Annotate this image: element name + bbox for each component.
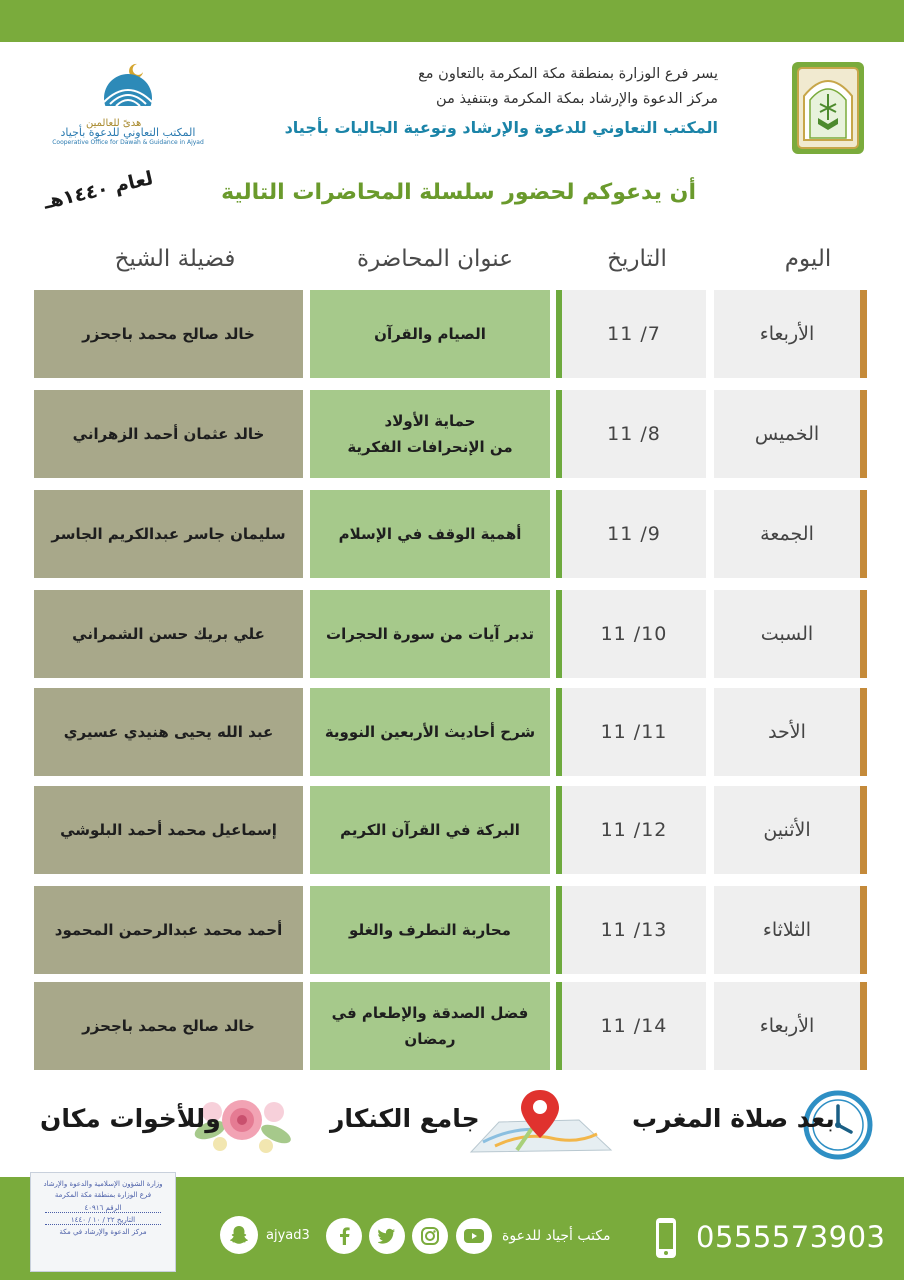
day-accent-bar — [860, 688, 867, 776]
facebook-icon — [338, 1227, 350, 1245]
time-text: بعد صلاة المغرب — [632, 1104, 835, 1133]
stamp-line-1: وزارة الشؤون الإسلامية والدعوة والإرشاد — [43, 1180, 163, 1188]
year-tag: لعام ١٤٤٠هـ — [41, 167, 156, 214]
youtube-button[interactable] — [456, 1218, 492, 1254]
office-logo — [48, 58, 208, 158]
day-cell: الأربعاء — [714, 290, 860, 378]
day-cell: الثلاثاء — [714, 886, 860, 974]
header-date: التاريخ — [607, 246, 667, 272]
lecture-row — [34, 886, 870, 974]
stamp-date-row — [45, 1215, 161, 1225]
instagram-button[interactable] — [412, 1218, 448, 1254]
header-title: عنوان المحاضرة — [357, 246, 513, 272]
lecture-row — [34, 786, 870, 874]
top-bar — [0, 0, 904, 42]
date-cell: 11 /12 — [562, 786, 706, 874]
sheikh-cell: سليمان جاسر عبدالكريم الجاسر — [34, 490, 303, 578]
stamp-date-label: التاريخ — [116, 1216, 136, 1224]
phone-icon — [648, 1216, 684, 1260]
title-cell: الصيام والقرآن — [310, 290, 550, 378]
title-cell: تدبر آيات من سورة الحجرات — [310, 590, 550, 678]
lecture-row — [34, 590, 870, 678]
day-cell: الأحد — [714, 688, 860, 776]
logo-tagline: هدىً للعالمين — [86, 118, 142, 129]
women-text: وللأخوات مكان — [40, 1104, 221, 1133]
emblem-icon — [790, 60, 866, 156]
map-pin-icon — [465, 1086, 615, 1158]
date-cell: 11 /11 — [562, 688, 706, 776]
title-cell: شرح أحاديث الأربعين النووية — [310, 688, 550, 776]
facebook-button[interactable] — [326, 1218, 362, 1254]
phone-number[interactable]: 0555573903 — [696, 1220, 886, 1254]
date-cell: 11 /10 — [562, 590, 706, 678]
date-cell: 11 /7 — [562, 290, 706, 378]
stamp-footer: مركز الدعوة والإرشاد في مكة — [59, 1228, 147, 1236]
logo-name-en: Cooperative Office for Dawah & Guidance in Ajyad — [52, 139, 204, 146]
sheikh-cell: خالد صالح محمد باجحزر — [34, 982, 303, 1070]
title-cell: البركة في القرآن الكريم — [310, 786, 550, 874]
day-accent-bar — [860, 886, 867, 974]
sheikh-cell: خالد صالح محمد باجحزر — [34, 290, 303, 378]
twitter-icon — [378, 1228, 396, 1244]
date-cell: 11 /13 — [562, 886, 706, 974]
day-cell: الخميس — [714, 390, 860, 478]
day-accent-bar — [860, 490, 867, 578]
sheikh-cell: أحمد محمد عبدالرحمن المحمود — [34, 886, 303, 974]
sheikh-cell: إسماعيل محمد أحمد البلوشي — [34, 786, 303, 874]
day-accent-bar — [860, 590, 867, 678]
day-cell: السبت — [714, 590, 860, 678]
header-day: اليوم — [784, 246, 832, 272]
intro-line-1: يسر فرع الوزارة بمنطقة مكة المكرمة بالتعاون مع — [418, 66, 718, 82]
day-cell: الجمعة — [714, 490, 860, 578]
stamp-line-2: فرع الوزارة بمنطقة مكة المكرمة — [54, 1191, 152, 1199]
youtube-icon — [464, 1228, 484, 1244]
title-cell: حماية الأولاد من الإنحرافات الفكرية — [310, 390, 550, 478]
snapchat-button[interactable] — [220, 1216, 258, 1254]
day-accent-bar — [860, 390, 867, 478]
title-cell: محاربة التطرف والغلو — [310, 886, 550, 974]
day-cell: الأثنين — [714, 786, 860, 874]
lecture-row — [34, 490, 870, 578]
intro-line-3: المكتب التعاوني للدعوة والإرشاد وتوعية الجاليات بأجياد — [284, 118, 718, 137]
twitter-button[interactable] — [369, 1218, 405, 1254]
office-name: مكتب أجياد للدعوة — [502, 1228, 611, 1244]
stamp-date-value: ٢٢ / ١٠ / ١٤٤٠ — [70, 1216, 115, 1224]
invite-text: أن يدعوكم لحضور سلسلة المحاضرات التالية — [221, 180, 696, 205]
header-sheikh: فضيلة الشيخ — [114, 246, 236, 272]
intro-line-2: مركز الدعوة والإرشاد بمكة المكرمة وبتنفيذ من — [436, 91, 718, 107]
sun-logo-icon — [93, 58, 163, 124]
date-cell: 11 /9 — [562, 490, 706, 578]
title-cell: فضل الصدقة والإطعام في رمضان — [310, 982, 550, 1070]
social-handle[interactable]: ajyad3 — [266, 1228, 310, 1243]
sheikh-cell: علي بريك حسن الشمراني — [34, 590, 303, 678]
title-cell: أهمية الوقف في الإسلام — [310, 490, 550, 578]
instagram-icon — [421, 1227, 439, 1245]
snapchat-icon — [228, 1224, 250, 1246]
stamp-number-label: الرقم — [105, 1204, 122, 1212]
logo-name-ar: المكتب التعاوني للدعوة بأجياد — [60, 126, 196, 139]
stamp-number-value: ٤٠٩١٦ — [84, 1204, 104, 1212]
lecture-row — [34, 290, 870, 378]
sheikh-cell: خالد عثمان أحمد الزهراني — [34, 390, 303, 478]
day-accent-bar — [860, 786, 867, 874]
sheikh-cell: عبد الله يحيى هنيدي عسيري — [34, 688, 303, 776]
day-accent-bar — [860, 290, 867, 378]
place-text: جامع الكنكار — [330, 1104, 480, 1133]
lecture-row — [34, 688, 870, 776]
date-cell: 11 /14 — [562, 982, 706, 1070]
official-stamp — [30, 1172, 176, 1272]
date-cell: 11 /8 — [562, 390, 706, 478]
lecture-row — [34, 982, 870, 1070]
stamp-number-row — [45, 1203, 161, 1213]
day-accent-bar — [860, 982, 867, 1070]
lecture-row — [34, 390, 870, 478]
day-cell: الأربعاء — [714, 982, 860, 1070]
